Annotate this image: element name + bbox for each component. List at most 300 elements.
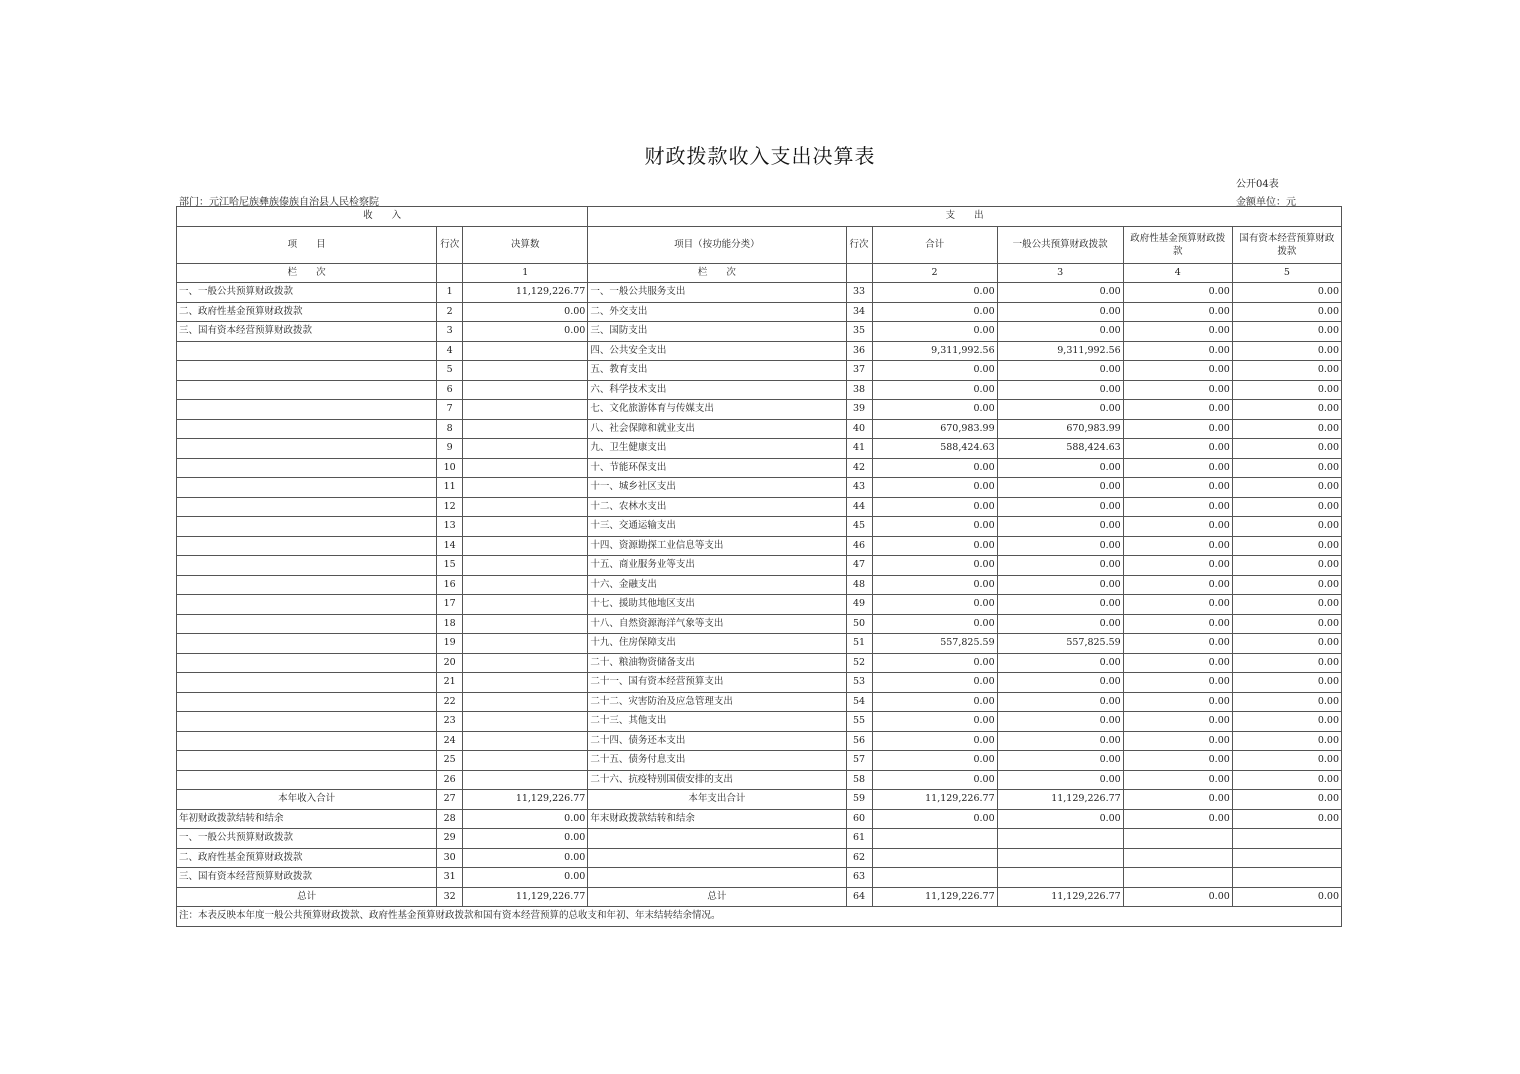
expense-item-cell: 二十六、抗疫特别国债安排的支出: [588, 770, 846, 790]
expense-row-no-cell: 50: [846, 614, 872, 634]
general-budget-cell: 0.00: [997, 302, 1123, 322]
final-amount-cell: [463, 536, 588, 556]
income-row-no-cell: 22: [437, 692, 463, 712]
expense-row-no-cell: 37: [846, 361, 872, 381]
expense-item-cell: 四、公共安全支出: [588, 341, 846, 361]
income-item-cell: [177, 731, 437, 751]
total-cell: 0.00: [872, 770, 997, 790]
table-row: [177, 653, 1342, 673]
total-cell: 0.00: [872, 361, 997, 381]
table-row: [177, 809, 1342, 829]
expense-row-no-cell: 41: [846, 439, 872, 459]
gov-fund-cell: 0.00: [1123, 341, 1232, 361]
col-index-3: 3: [997, 263, 1123, 283]
expense-row-no-cell: 46: [846, 536, 872, 556]
final-amount-cell: [463, 692, 588, 712]
expense-item-cell: 十六、金融支出: [588, 575, 846, 595]
income-item-cell: [177, 614, 437, 634]
total-cell: 0.00: [872, 614, 997, 634]
expense-item-cell: 二十五、债务付息支出: [588, 751, 846, 771]
expense-row-no-cell: 59: [846, 790, 872, 810]
final-amount-cell: 0.00: [463, 829, 588, 849]
income-row-no-cell: 4: [437, 341, 463, 361]
final-amount-cell: [463, 634, 588, 654]
expense-row-no-header: 行次: [846, 226, 872, 263]
amount-unit-label: 金额单位：元: [1236, 197, 1296, 208]
final-amount-cell: [463, 497, 588, 517]
total-cell: 557,825.59: [872, 634, 997, 654]
total-cell: 0.00: [872, 595, 997, 615]
state-capital-cell: 0.00: [1232, 536, 1341, 556]
general-budget-cell: 0.00: [997, 380, 1123, 400]
table-row: [177, 770, 1342, 790]
state-capital-cell: 0.00: [1232, 283, 1341, 303]
general-budget-cell: 0.00: [997, 283, 1123, 303]
income-row-no-header: 行次: [437, 226, 463, 263]
general-budget-cell: 0.00: [997, 751, 1123, 771]
gov-fund-cell: 0.00: [1123, 595, 1232, 615]
total-cell: 0.00: [872, 302, 997, 322]
expense-item-cell: 十八、自然资源海洋气象等支出: [588, 614, 846, 634]
general-budget-cell: 0.00: [997, 712, 1123, 732]
expense-item-cell: 十九、住房保障支出: [588, 634, 846, 654]
general-budget-cell: 0.00: [997, 614, 1123, 634]
expense-row-no-cell: 45: [846, 517, 872, 537]
table-row: [177, 341, 1342, 361]
final-amount-header: 决算数: [463, 226, 588, 263]
final-amount-cell: [463, 653, 588, 673]
expense-item-cell: 三、国防支出: [588, 322, 846, 342]
total-cell: 9,311,992.56: [872, 341, 997, 361]
final-amount-cell: 0.00: [463, 302, 588, 322]
table-row: [177, 302, 1342, 322]
total-cell: [872, 868, 997, 888]
expense-row-no-cell: 55: [846, 712, 872, 732]
final-amount-cell: 11,129,226.77: [463, 283, 588, 303]
income-item-cell: [177, 478, 437, 498]
general-budget-cell: 0.00: [997, 653, 1123, 673]
income-item-cell: 二、政府性基金预算财政拨款: [177, 848, 437, 868]
table-row: [177, 634, 1342, 654]
income-item-cell: 一、一般公共预算财政拨款: [177, 829, 437, 849]
expense-item-cell: 本年支出合计: [588, 790, 846, 810]
total-cell: 11,129,226.77: [872, 887, 997, 907]
general-budget-cell: [997, 829, 1123, 849]
table-row: [177, 497, 1342, 517]
column-index-row: [177, 263, 1342, 283]
general-budget-cell: 0.00: [997, 400, 1123, 420]
table-row: [177, 478, 1342, 498]
gov-fund-cell: 0.00: [1123, 517, 1232, 537]
state-capital-cell: [1232, 829, 1341, 849]
state-capital-cell: 0.00: [1232, 790, 1341, 810]
state-capital-cell: [1232, 868, 1341, 888]
state-capital-cell: 0.00: [1232, 673, 1341, 693]
income-item-cell: [177, 595, 437, 615]
state-capital-cell: 0.00: [1232, 302, 1341, 322]
table-row: [177, 848, 1342, 868]
col-index-2: 2: [872, 263, 997, 283]
gov-fund-cell: 0.00: [1123, 614, 1232, 634]
income-row-no-cell: 19: [437, 634, 463, 654]
income-row-no-cell: 12: [437, 497, 463, 517]
state-capital-cell: 0.00: [1232, 751, 1341, 771]
final-amount-cell: [463, 751, 588, 771]
table-row: [177, 575, 1342, 595]
total-cell: 0.00: [872, 283, 997, 303]
col-index-1: 1: [463, 263, 588, 283]
state-capital-cell: 0.00: [1232, 595, 1341, 615]
expense-item-cell: 十二、农林水支出: [588, 497, 846, 517]
table-row: [177, 790, 1342, 810]
gov-fund-header: 政府性基金预算财政拨款: [1123, 226, 1232, 263]
state-capital-cell: 0.00: [1232, 380, 1341, 400]
final-amount-cell: [463, 478, 588, 498]
general-budget-cell: 0.00: [997, 322, 1123, 342]
expense-item-cell: 二、外交支出: [588, 302, 846, 322]
income-item-cell: 三、国有资本经营预算财政拨款: [177, 322, 437, 342]
expense-row-no-cell: 35: [846, 322, 872, 342]
final-amount-cell: [463, 458, 588, 478]
income-item-cell: [177, 497, 437, 517]
income-row-no-cell: 26: [437, 770, 463, 790]
gov-fund-cell: 0.00: [1123, 634, 1232, 654]
general-budget-cell: 0.00: [997, 536, 1123, 556]
gov-fund-cell: 0.00: [1123, 361, 1232, 381]
table-row: [177, 536, 1342, 556]
gov-fund-cell: 0.00: [1123, 712, 1232, 732]
expense-row-no-cell: 56: [846, 731, 872, 751]
total-cell: 670,983.99: [872, 419, 997, 439]
page-title: 财政拨款收入支出决算表: [644, 144, 876, 168]
expense-item-cell: 二十二、灾害防治及应急管理支出: [588, 692, 846, 712]
state-capital-cell: 0.00: [1232, 517, 1341, 537]
general-budget-cell: 588,424.63: [997, 439, 1123, 459]
table-note: 注：本表反映本年度一般公共预算财政拨款、政府性基金预算财政拨款和国有资本经营预算的总收支和年初、年末结转结余情况。: [177, 907, 1342, 927]
general-budget-cell: 0.00: [997, 770, 1123, 790]
total-cell: 0.00: [872, 673, 997, 693]
state-capital-cell: 0.00: [1232, 653, 1341, 673]
final-amount-cell: [463, 419, 588, 439]
final-amount-cell: [463, 556, 588, 576]
total-cell: 0.00: [872, 497, 997, 517]
total-cell: 0.00: [872, 575, 997, 595]
expense-row-no-cell: 51: [846, 634, 872, 654]
state-capital-cell: 0.00: [1232, 575, 1341, 595]
income-row-no-cell: 10: [437, 458, 463, 478]
income-item-cell: 本年收入合计: [177, 790, 437, 810]
gov-fund-cell: 0.00: [1123, 731, 1232, 751]
total-cell: 0.00: [872, 458, 997, 478]
table-row: [177, 400, 1342, 420]
column-header-row: [177, 226, 1342, 263]
income-row-no-cell: 30: [437, 848, 463, 868]
table-row: [177, 868, 1342, 888]
income-item-header: 项 目: [177, 226, 437, 263]
general-budget-cell: 0.00: [997, 673, 1123, 693]
income-row-no-cell: 20: [437, 653, 463, 673]
income-row-no-cell: 11: [437, 478, 463, 498]
state-capital-cell: 0.00: [1232, 887, 1341, 907]
gov-fund-cell: 0.00: [1123, 536, 1232, 556]
state-capital-cell: 0.00: [1232, 322, 1341, 342]
gov-fund-cell: 0.00: [1123, 887, 1232, 907]
total-cell: 0.00: [872, 517, 997, 537]
state-capital-cell: 0.00: [1232, 439, 1341, 459]
total-cell: 0.00: [872, 692, 997, 712]
total-cell: 0.00: [872, 731, 997, 751]
state-capital-cell: 0.00: [1232, 400, 1341, 420]
general-budget-cell: 0.00: [997, 361, 1123, 381]
expense-item-cell: 二十一、国有资本经营预算支出: [588, 673, 846, 693]
general-budget-cell: 557,825.59: [997, 634, 1123, 654]
table-row: [177, 458, 1342, 478]
total-cell: [872, 829, 997, 849]
expense-row-no-cell: 52: [846, 653, 872, 673]
final-amount-cell: [463, 770, 588, 790]
income-item-cell: 总计: [177, 887, 437, 907]
gov-fund-cell: 0.00: [1123, 439, 1232, 459]
income-row-no-cell: 15: [437, 556, 463, 576]
final-amount-cell: [463, 400, 588, 420]
general-budget-header: 一般公共预算财政拨款: [997, 226, 1123, 263]
final-amount-cell: [463, 439, 588, 459]
income-row-no-cell: 18: [437, 614, 463, 634]
expense-row-no-cell: 53: [846, 673, 872, 693]
final-amount-cell: 0.00: [463, 868, 588, 888]
col-label-income: 栏 次: [177, 263, 437, 283]
expense-row-no-cell: 33: [846, 283, 872, 303]
income-row-no-cell: 27: [437, 790, 463, 810]
income-item-cell: 一、一般公共预算财政拨款: [177, 283, 437, 303]
group-header-row: [177, 207, 1342, 227]
state-capital-cell: 0.00: [1232, 419, 1341, 439]
state-capital-cell: 0.00: [1232, 731, 1341, 751]
table-row: [177, 731, 1342, 751]
income-row-no-cell: 28: [437, 809, 463, 829]
total-cell: 588,424.63: [872, 439, 997, 459]
general-budget-cell: 0.00: [997, 497, 1123, 517]
state-capital-cell: 0.00: [1232, 692, 1341, 712]
state-capital-cell: 0.00: [1232, 809, 1341, 829]
total-cell: 0.00: [872, 400, 997, 420]
income-item-cell: [177, 634, 437, 654]
expense-item-cell: 十、节能环保支出: [588, 458, 846, 478]
expense-item-cell: [588, 868, 846, 888]
expense-row-no-cell: 62: [846, 848, 872, 868]
final-amount-cell: [463, 361, 588, 381]
note-row: [177, 907, 1342, 927]
state-capital-cell: 0.00: [1232, 556, 1341, 576]
table-row: [177, 517, 1342, 537]
income-row-no-cell: 8: [437, 419, 463, 439]
state-capital-cell: 0.00: [1232, 770, 1341, 790]
income-row-no-cell: 2: [437, 302, 463, 322]
table-row: [177, 887, 1342, 907]
gov-fund-cell: 0.00: [1123, 575, 1232, 595]
income-item-cell: 二、政府性基金预算财政拨款: [177, 302, 437, 322]
income-header: 收 入: [177, 207, 588, 227]
income-item-cell: [177, 692, 437, 712]
table-row: [177, 556, 1342, 576]
total-header: 合计: [872, 226, 997, 263]
department-label: 部门：元江哈尼族彝族傣族自治县人民检察院: [179, 197, 379, 208]
income-item-cell: [177, 673, 437, 693]
income-item-cell: [177, 419, 437, 439]
general-budget-cell: 11,129,226.77: [997, 790, 1123, 810]
form-code: 公开04表: [1236, 179, 1279, 190]
expense-row-no-cell: 44: [846, 497, 872, 517]
gov-fund-cell: 0.00: [1123, 400, 1232, 420]
final-amount-cell: [463, 517, 588, 537]
general-budget-cell: 0.00: [997, 809, 1123, 829]
gov-fund-cell: 0.00: [1123, 673, 1232, 693]
expense-item-cell: 十一、城乡社区支出: [588, 478, 846, 498]
state-capital-cell: 0.00: [1232, 712, 1341, 732]
table-row: [177, 614, 1342, 634]
final-amount-cell: [463, 614, 588, 634]
table-row: [177, 751, 1342, 771]
income-item-cell: [177, 751, 437, 771]
total-cell: 0.00: [872, 478, 997, 498]
final-amount-cell: 11,129,226.77: [463, 887, 588, 907]
general-budget-cell: [997, 868, 1123, 888]
state-capital-cell: 0.00: [1232, 458, 1341, 478]
income-row-no-cell: 7: [437, 400, 463, 420]
budget-table: [176, 206, 1342, 927]
general-budget-cell: 9,311,992.56: [997, 341, 1123, 361]
expense-item-cell: [588, 848, 846, 868]
col-index-5: 5: [1232, 263, 1341, 283]
gov-fund-cell: 0.00: [1123, 380, 1232, 400]
total-cell: 0.00: [872, 380, 997, 400]
income-row-no-cell: 24: [437, 731, 463, 751]
income-item-cell: [177, 380, 437, 400]
total-cell: 0.00: [872, 536, 997, 556]
state-capital-cell: 0.00: [1232, 341, 1341, 361]
state-capital-cell: 0.00: [1232, 361, 1341, 381]
final-amount-cell: [463, 341, 588, 361]
income-row-no-cell: 9: [437, 439, 463, 459]
general-budget-cell: 0.00: [997, 595, 1123, 615]
final-amount-cell: [463, 575, 588, 595]
total-cell: 0.00: [872, 556, 997, 576]
expense-row-no-cell: 42: [846, 458, 872, 478]
general-budget-cell: 670,983.99: [997, 419, 1123, 439]
income-row-no-cell: 29: [437, 829, 463, 849]
income-row-no-cell: 14: [437, 536, 463, 556]
expense-row-no-cell: 34: [846, 302, 872, 322]
expense-row-no-cell: 38: [846, 380, 872, 400]
expense-item-cell: 九、卫生健康支出: [588, 439, 846, 459]
general-budget-cell: 11,129,226.77: [997, 887, 1123, 907]
income-item-cell: [177, 536, 437, 556]
general-budget-cell: 0.00: [997, 556, 1123, 576]
gov-fund-cell: [1123, 829, 1232, 849]
income-row-no-cell: 25: [437, 751, 463, 771]
gov-fund-cell: 0.00: [1123, 478, 1232, 498]
gov-fund-cell: 0.00: [1123, 283, 1232, 303]
general-budget-cell: [997, 848, 1123, 868]
gov-fund-cell: 0.00: [1123, 751, 1232, 771]
table-row: [177, 283, 1342, 303]
table-row: [177, 595, 1342, 615]
table-row: [177, 380, 1342, 400]
total-cell: 0.00: [872, 751, 997, 771]
expense-item-cell: 十三、交通运输支出: [588, 517, 846, 537]
final-amount-cell: 0.00: [463, 848, 588, 868]
expense-header: 支 出: [588, 207, 1342, 227]
income-item-cell: 三、国有资本经营预算财政拨款: [177, 868, 437, 888]
total-cell: 11,129,226.77: [872, 790, 997, 810]
income-row-no-cell: 5: [437, 361, 463, 381]
gov-fund-cell: 0.00: [1123, 653, 1232, 673]
gov-fund-cell: 0.00: [1123, 322, 1232, 342]
general-budget-cell: 0.00: [997, 731, 1123, 751]
col-index-blank: [846, 263, 872, 283]
expense-item-cell: 二十三、其他支出: [588, 712, 846, 732]
expense-row-no-cell: 43: [846, 478, 872, 498]
expense-row-no-cell: 49: [846, 595, 872, 615]
expense-row-no-cell: 58: [846, 770, 872, 790]
income-row-no-cell: 21: [437, 673, 463, 693]
expense-row-no-cell: 57: [846, 751, 872, 771]
income-row-no-cell: 16: [437, 575, 463, 595]
gov-fund-cell: 0.00: [1123, 770, 1232, 790]
col-index-4: 4: [1123, 263, 1232, 283]
gov-fund-cell: 0.00: [1123, 790, 1232, 810]
table-row: [177, 419, 1342, 439]
expense-row-no-cell: 60: [846, 809, 872, 829]
income-row-no-cell: 23: [437, 712, 463, 732]
income-item-cell: [177, 556, 437, 576]
state-capital-cell: 0.00: [1232, 614, 1341, 634]
expense-row-no-cell: 36: [846, 341, 872, 361]
expense-row-no-cell: 47: [846, 556, 872, 576]
income-row-no-cell: 32: [437, 887, 463, 907]
state-capital-header: 国有资本经营预算财政拨款: [1232, 226, 1341, 263]
expense-item-cell: 八、社会保障和就业支出: [588, 419, 846, 439]
final-amount-cell: [463, 712, 588, 732]
gov-fund-cell: 0.00: [1123, 692, 1232, 712]
table-row: [177, 673, 1342, 693]
final-amount-cell: [463, 380, 588, 400]
state-capital-cell: 0.00: [1232, 478, 1341, 498]
gov-fund-cell: 0.00: [1123, 556, 1232, 576]
income-row-no-cell: 17: [437, 595, 463, 615]
gov-fund-cell: 0.00: [1123, 809, 1232, 829]
expense-item-cell: 二十四、债务还本支出: [588, 731, 846, 751]
income-row-no-cell: 31: [437, 868, 463, 888]
expense-row-no-cell: 40: [846, 419, 872, 439]
income-item-cell: [177, 400, 437, 420]
gov-fund-cell: 0.00: [1123, 458, 1232, 478]
table-row: [177, 439, 1342, 459]
income-item-cell: [177, 770, 437, 790]
income-item-cell: [177, 712, 437, 732]
expense-item-cell: 十四、资源勘探工业信息等支出: [588, 536, 846, 556]
total-cell: [872, 848, 997, 868]
expense-row-no-cell: 39: [846, 400, 872, 420]
income-row-no-cell: 3: [437, 322, 463, 342]
total-cell: 0.00: [872, 322, 997, 342]
expense-item-cell: 总计: [588, 887, 846, 907]
final-amount-cell: 0.00: [463, 322, 588, 342]
table-row: [177, 361, 1342, 381]
expense-item-cell: 十七、援助其他地区支出: [588, 595, 846, 615]
general-budget-cell: 0.00: [997, 692, 1123, 712]
expense-row-no-cell: 54: [846, 692, 872, 712]
